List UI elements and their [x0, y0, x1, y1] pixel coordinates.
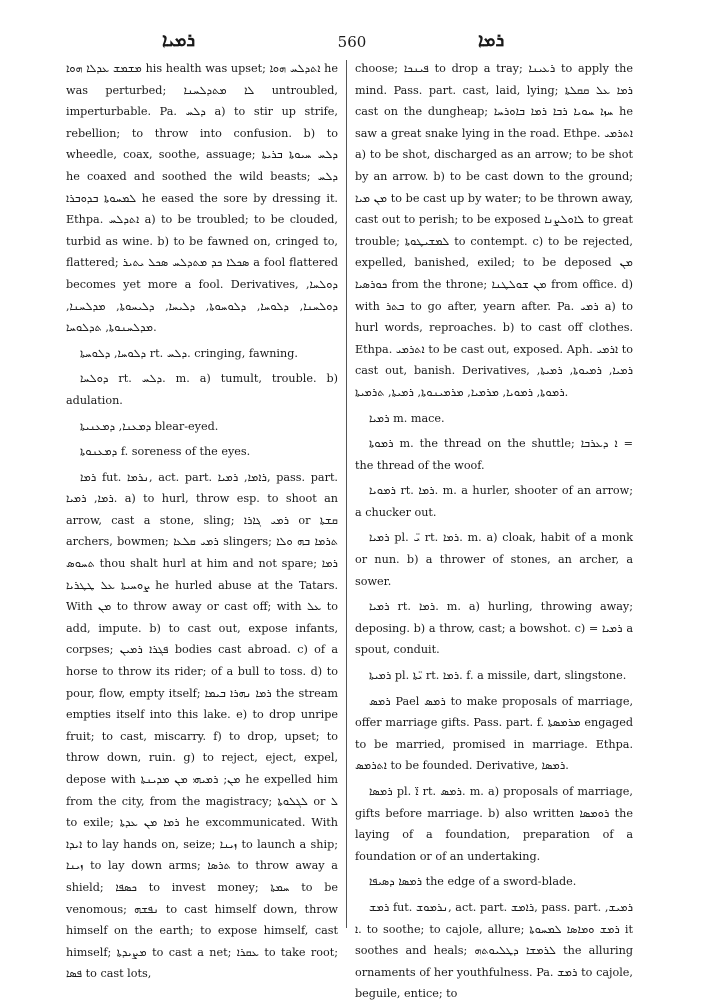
dictionary-entry: ܪܡܘܬܐ m. the thread on the shuttle; ܐ ܕܥܪܒܐ = the thread of the woof. [355, 437, 633, 472]
dictionary-entry: choose; ܦܝܢܟܐ to drop a tray; ܪܥܝܢܐ to apply the mind. Pass. part. cast, laid, lying; ܪܡܐ ܥܠ ܩܩܠܬܐ cast on the dungheap; ܚܙܐ ܚܘܝܐ ܪܒܐ ܪܡܐ ܒܐܘܪܚܐ he saw a great snake lying in the road. Ethpe. ܐܬܪܡܝ a) to be shot, discharged as an arrow; to be shot by an arrow. b) to be cast down to the ground; ܡܢ ܡܝܐ to be cast up by water; to be thrown away, cast out to perish; to be exposed ܠܐܘܠܨܢܐ to great trouble; ܠܡܫܝܛܘܬܐ to contempt. c) to be rejected, expelled, banished, exiled; to be deposed ܡܢ ܟܘܪܣܝܐ from the throne; ܡܢ ܫܘܠܛܢܐ from office. d) with ܒܬܪ to go after, yearn after. Pa. ܪܡܝ a) to hurl words, reproaches. b) to cast off clothes. Ethpa. ܐܬܪܡܝ to be cast out, exposed. Aph. ܐܪܡܝ to cast out, banish. Derivatives, ܪܡܝܐ, ܪܡܝܘܬܐ, ܪܡܝܬܐ, ܪܡܘܬܐ, ܪܡܘܝܐ, ܡܪܡܝܐ, ܡܪܡܝܢܘܬܐ, ܪܡܝܬܐ, ܬܪܡܝܬܐ. [355, 62, 634, 399]
dictionary-entry: ܪܡܣܐ ܕܣܝܦܐ the edge of a sword-blade. [369, 875, 577, 889]
running-head-left: ܪܡܝܐ [162, 30, 196, 51]
dictionary-entry: ܪܡܝܐ pl. ܝ̈ rt. ܪܡܐ. m. a) cloak, habit of a monk or nun. b) a thrower of stones, an archer, a sower. [355, 531, 633, 588]
dictionary-entry: ܪܡܫ fut. ܢܪܡܘܫ, act. part. ܪܐܡܫ, pass. part. ܪܡܝܫ, ܐ. to soothe; to cajole, allure; ܪܡܫ ܘܡܐܣܐ ܠܡܚܘܬܐ it soothes and heals; ܠܪܡܫܐ ܕܛܠܝܘܬܗ the alluring ornaments of her youthfulness. Pa. ܪܡܫ to cajole, beguile, entice; to [355, 900, 634, 1001]
page-number: 560 [337, 33, 367, 51]
dictionary-entry: ܕܠܘܚܐ, ܕܠܘܚܬܐ rt. ܕܠܚ. cringing, fawning. [80, 346, 298, 360]
left-column [66, 58, 339, 981]
dictionary-entry: ܪܡܣ Pael ܪܡܣ to make proposals of marriage, offer marriage gifts. Pass. part. f. ܡܪܡܣܬܐ engaged to be married, promised in marriage. Ethpa. ܐܬܪܡܣ to be founded. Derivative, ܪܡܣܐ. [355, 694, 633, 773]
dictionary-entry: ܪܡܘܝܐ rt. ܪܡܐ. m. a hurler, shooter of an arrow; a chucker out. [355, 484, 633, 519]
dictionary-entry: ܪܡܣܐ pl. ܐ̈ rt. ܪܡܣ. m. a) proposals of marriage, gifts before marriage. b) also written ܪܘܡܣܐ the laying of a foundation, preparation of a foundation or of an undertaking. [355, 785, 633, 863]
dictionary-entry: ܡܫܡܫ ܥܕܠܐ ܗܘܐ his health was upset; ܐܬܕܠܚ ܗܘܐ he was perturbed; ܠܐ ܡܬܕܠܚܢܐ untroubled, imperturbable. Pa. ܕܠܚ a) to stir up strife, rebellion; to throw into confusion. b) to wheedle, coax, soothe, assuage; ܕܠܚ ܚܝܘܬܐ ܒܪܝܬܐ he coaxed and soothed the wild beasts; ܕܠܚ ܠܡܚܘܬܐ ܒܕܘܒܪܐ he eased the sore by dressing it. Ethpa. ܐܬܕܠܚ a) to be troubled; to be clouded, turbid as wine. b) to be fawned on, cringed to, flattered; ܣܟܠܐ ܟܕ ܡܬܕܠܚ ܣܟܠ ܝܬܝܪ a fool flattered becomes yet more a fool. Derivatives, ܕܘܠܚܐ, ܕܘܠܚܢܐ, ܕܠܘܚܐ, ܕܠܘܚܘܬܐ, ܕܠܝܚܐ, ܕܠܝܚܘܬܐ, ܡܕܠܚܢܐ, ܡܕܠܚܢܘܬܐ, ܬܕܠܘܚܐ. [66, 62, 339, 335]
dictionary-entry: ܪܡܝܐ m. mace. [369, 411, 445, 425]
dictionary-entry: ܪܡܐ fut. ܢܪܡܐ, act. part. ܪܐܡܐ, ܪܡܝܐ, pass. part. ܪܡܐ, ܪܡܝܐ. a) to hurl, throw esp. to shoot an arrow, cast a stone, sling; ܪܡܝ ܓܐܪܐ or ܩܫܬܐ archers, bowmen; ܪܡܝ ܩܠܥܐ slingers; ܬܪܡܐ ܒܗ ܘܠܐ ܬܚܘܣ thou shalt hurl at him and not spare; ܪܡܐ ܨܘܚܝܬܐ ܥܠ ܛܛܪܝܐ he hurled abuse at the Tatars. With ܡܢ to throw away or cast off; with ܥܠ to add, impute. b) to cast out, expose infants, corpses; ܦܓܪܐ ܪܡܝܢ bodies cast abroad. c) of a horse to throw its rider; of a bull to toss. d) to pour, flow, empty itself; ܪܡܐ ܢܗܪܐ ܒܝܡܐ the stream empties itself into this lake. e) to drop unripe fruit; to cast, miscarry. f) to drop, upset; to throw down, ruin. g) to reject, eject, expel, depose with ܡܢ; ܪܡܝܗܝ ܡܢ ܡܕܝܢܬܐ he expelled him from the city, from the magistracy; ܠܓܠܘܬܐ or ܠ to exile; ܪܡܐ ܡܢ ܥܕܬܐ he excommunicated. With ܐܝܕܐ to lay hands on, seize; ܙܝܢܐ to launch a ship; ܙܝܢܐ to lay down arms; ܬܪܣܐ to throw away a shield; ܟܣܦܐ to invest money; ܚܡܬܐ to be venomous; ܢܦܫܗ to cast himself down, throw himself on the earth; to expose himself, cast himself; ܡܨܝܕܬܐ to cast a net; ܥܩܪܐ to take root; ܦܣܐ to cast lots, [66, 470, 339, 981]
dictionary-entry: ܕܡܥܢܐ, ܕܡܥܢܝܬܐ blear-eyed. [80, 419, 219, 433]
right-column [355, 58, 634, 1001]
dictionary-entry: ܪܡܝܐ rt. ܪܡܐ. m. a) hurling, throwing away; deposing. b) a throw, cast; a bowshot. c) = ܪܡܝܐ a spout, conduit. [355, 600, 634, 657]
running-head-right: ܪܡܐ [478, 30, 505, 51]
dictionary-entry: ܕܡܥܢܘܬܐ f. soreness of the eyes. [80, 445, 251, 459]
column-divider [346, 60, 347, 928]
dictionary-entry: ܪܡܝܬܐ pl. ܝ̈ܬܐ rt. ܪܡܐ. f. a missile, dart, slingstone. [369, 669, 627, 683]
dictionary-entry: ܕܘܠܚܐ rt. ܕܠܚ. m. a) tumult, trouble. b) adulation. [66, 372, 338, 407]
